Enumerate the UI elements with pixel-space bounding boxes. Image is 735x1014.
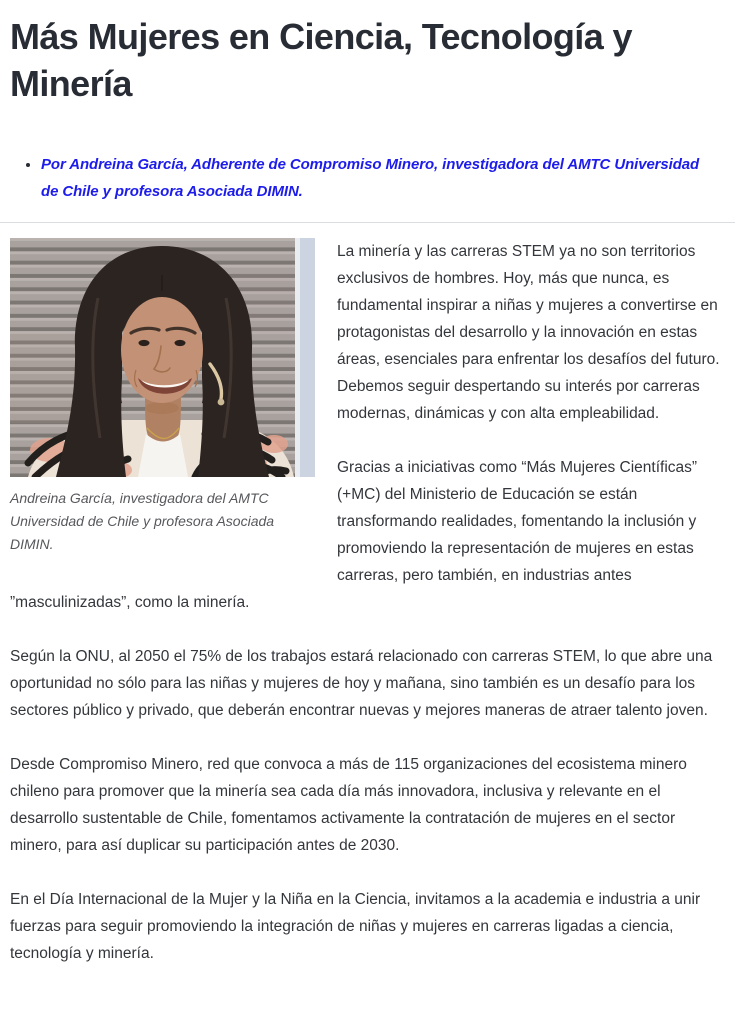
author-photo (10, 238, 315, 477)
section-divider (0, 222, 735, 223)
byline-author-link[interactable]: Por Andreina García, Adherente de Compromiso Minero, investigadora del AMTC Universidad de Chile y profesora Asociada DIMIN. (41, 156, 700, 200)
byline-list (10, 151, 720, 205)
article-body (10, 238, 720, 967)
paragraph-compromiso-minero: Desde Compromiso Minero, red que convoca a más de 115 organizaciones del ecosistema minero chileno para promover que la minería sea cada día más innovadora, inclusiva y relevante en el desarrollo sustentable de Chile, fomentamos activamente la contratación de mujeres en el sector minero, para así duplicar su participación antes de 2030. (10, 756, 687, 854)
author-photo-figure (10, 238, 315, 556)
paragraph-intro: La minería y las carreras STEM ya no son territorios exclusivos de hombres. Hoy, más que nunca, es fundamental inspirar a niñas y mujeres a convertirse en protagonistas del desarrollo y la innovación en estas áreas, esenciales para enfrentar los desafíos del futuro. Debemos seguir despertando su interés por carreras modernas, dinámicas y con alta empleabilidad. (337, 243, 720, 422)
paragraph-invitation: En el Día Internacional de la Mujer y la Niña en la Ciencia, invitamos a la academia e industria a unir fuerzas para seguir promoviendo la integración de niñas y mujeres en carreras ligadas a ciencia, tecnología y minería. (10, 891, 701, 962)
photo-caption: Andreina García, investigadora del AMTC Universidad de Chile y profesora Asociada DIMIN. (10, 490, 275, 552)
byline-item (41, 151, 720, 205)
page-title: Más Mujeres en Ciencia, Tecnología y Minería (10, 16, 632, 104)
paragraph-initiatives: Gracias a iniciativas como “Más Mujeres Científicas” (+MC) del Ministerio de Educación se están transformando realidades, fomentando la inclusión y promoviendo la representación de mujeres en estas carreras, pero también, en industrias antes ”masculinizadas”, como la minería. (10, 459, 698, 611)
wall-strip (300, 238, 315, 477)
paragraph-onu-stat: Según la ONU, al 2050 el 75% de los trabajos estará relacionado con carreras STEM, lo que abre una oportunidad no sólo para las niñas y mujeres de hoy y mañana, sino también es un desafío para los sectores público y privado, que deberán encontrar nuevas y mejores maneras de atraer talento joven. (10, 648, 713, 719)
article-page (0, 13, 735, 1014)
